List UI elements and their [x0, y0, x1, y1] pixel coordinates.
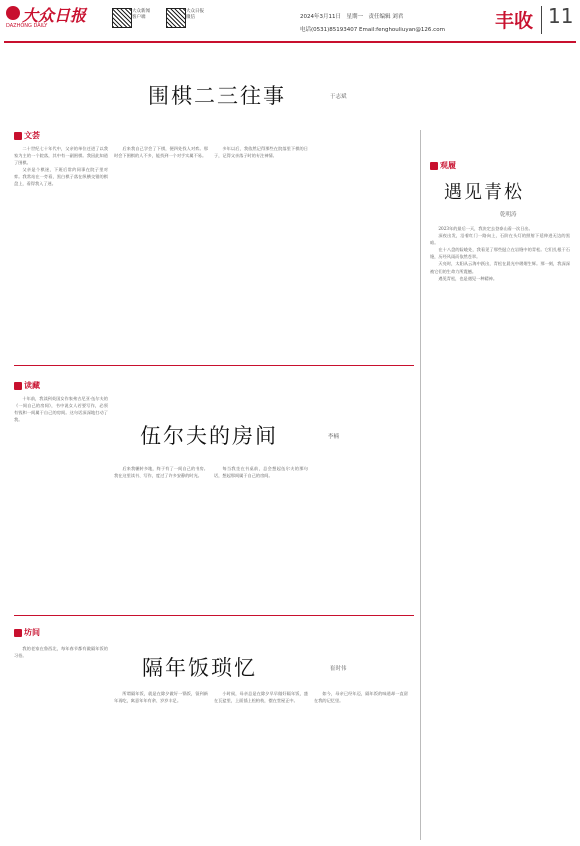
article-body-col: 多年以后，我依然记得那些在院落里下棋的日子，记得父亲落子时的专注神情。 [214, 146, 308, 159]
article-body-col: 2023年的最后一天，我决定去登泰山看一次日出。 深夜出发，沿着红门一路向上，石阶在头灯的照射下延伸进无边的黑暗。 在十八盘的险峻处，我看见了那些挺立在岩缝中的青松。它们扎根于石缝，历经风雨而依然苍翠。 天亮时，太阳从云海中跃出，青松在晨光中熠熠生辉。那一刻，我深深被它们的生命力所震撼。 遇见青松，也是遇见一种精神。 [430, 226, 570, 281]
tag-icon [14, 629, 22, 637]
page-number: 11 [548, 4, 574, 28]
article-body-col: 二十世纪七十年代中，父亲的单位迁进了以我家为主的一个院落，其中有一副围棋。我因此知道了围棋。 父亲是个棋迷，下班后常约同事在院子里对弈。我常站在一旁看，黑白棋子落在纵横交错的棋盘上，看得我入了迷。 [14, 146, 108, 187]
article-author: 崔时伟 [330, 666, 347, 672]
qr-code-icon [166, 8, 186, 28]
article-author: 李楠 [328, 434, 340, 440]
masthead [0, 0, 580, 44]
article-title: 隔年饭琐忆 [142, 656, 257, 680]
dateline: 2024年3月11日 星期一 责任编辑 刘君 [300, 14, 404, 20]
qr-label-wechat: 大众日报 微信 [186, 9, 204, 20]
column-tag-duzang: 读藏 [14, 380, 40, 391]
column-rule [420, 130, 421, 840]
qr-label-app: 大众新闻 客户端 [132, 9, 150, 20]
article-body-col: 如今，母亲已经年迈，隔年饭的味道却一直留在我的记忆里。 [314, 691, 408, 704]
column-tag-guanlv: 观履 [430, 160, 456, 171]
article-body-col: 每当我坐在书桌前，总会想起伍尔夫的那句话，想起那间属于自己的房间。 [214, 466, 308, 479]
article-body-col: 我的老家在鲁西北，每年春节都有做隔年饭的习俗。 [14, 646, 108, 659]
logo-subtitle: DAZHONG DAILY [6, 23, 48, 29]
article-body-col: 后来我自己学会了下棋，便四处找人对弈。那时会下围棋的人不多，能找到一个对手实属不易。 [114, 146, 208, 159]
newspaper-logo: 大众日报 [22, 6, 87, 25]
article-author: 乾明涛 [500, 212, 517, 218]
column-tag-wenhui: 文荟 [14, 130, 40, 141]
divider [541, 6, 542, 34]
article-body-col: 所谓隔年饭，就是在除夕做好一锅饭，留到新年再吃，寓意年年有余、岁岁丰足。 [114, 691, 208, 704]
column-tag-fangjian: 坊间 [14, 627, 40, 638]
tag-icon [430, 162, 438, 170]
top-rule [4, 41, 576, 43]
article-title: 伍尔夫的房间 [140, 424, 278, 448]
article-author: 于志斌 [330, 94, 347, 100]
qr-code-icon [112, 8, 132, 28]
section-rule [14, 615, 414, 616]
article-body-col [314, 465, 408, 605]
article-body-col: 后来我辗转多地，终于有了一间自己的书房。我在这里读书、写作，度过了许多安静的时光。 [114, 466, 208, 479]
article-body-col [314, 145, 408, 355]
section-title: 丰收 [495, 10, 534, 32]
article-title: 遇见青松 [444, 182, 524, 203]
article-title: 围棋二三往事 [148, 84, 286, 108]
tag-icon [14, 132, 22, 140]
section-rule [14, 365, 414, 366]
contact-info: 电话(0531)85193407 Email:fenghouliuyan@126.com [300, 27, 445, 33]
article-body-col: 十年前，我读到英国女作家弗吉尼亚·伍尔夫的《一间自己的房间》，书中说女人若要写作，必须有钱和一间属于自己的房间。这句话深深地打动了我。 [14, 396, 108, 423]
article-body-col: 小时候，母亲总是在除夕早早做好隔年饭，盛在瓦盆里，上面插上松柏枝，摆在堂屋正中。 [214, 691, 308, 704]
tag-icon [14, 382, 22, 390]
logo-icon [6, 6, 20, 20]
